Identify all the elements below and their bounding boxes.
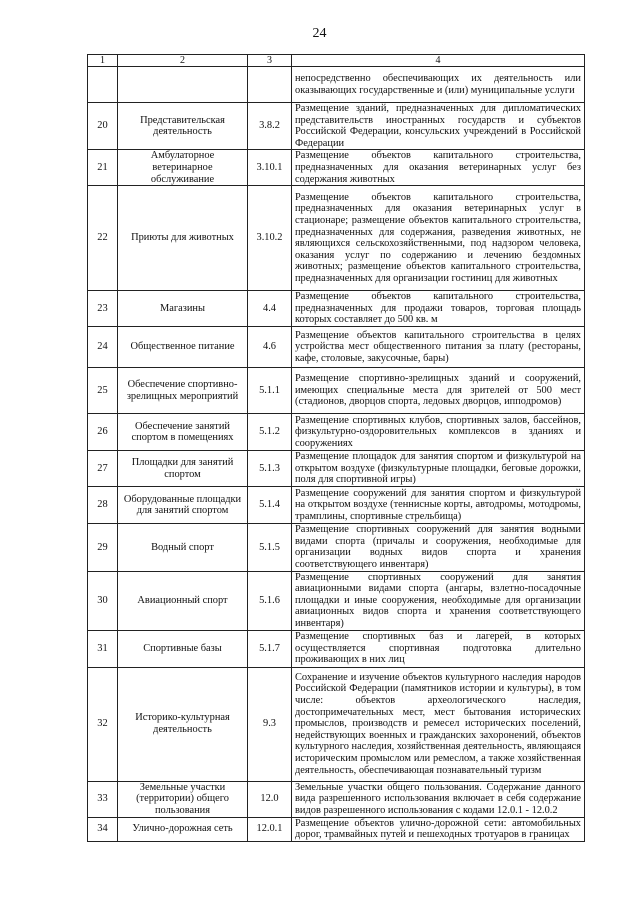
row-name: Обеспечение занятий спортом в помещениях — [118, 414, 248, 451]
row-name: Историко-культурная деятельность — [118, 667, 248, 781]
row-number: 24 — [88, 327, 118, 368]
row-code — [248, 67, 292, 103]
row-name: Обеспечение спортивно-зрелищных мероприятий — [118, 368, 248, 414]
row-code: 5.1.1 — [248, 368, 292, 414]
row-description: Размещение объектов капитального строительства в целях устройства мест общественного питания за плату (рестораны, кафе, столовые, закусочные, бары) — [292, 327, 585, 368]
row-description: Размещение спортивных сооружений для занятия авиационными видами спорта (ангары, взлетно-посадочные площадки и иные сооружения, необходимые для организации авиационных видов спорта и хранения соответствующего инвентаря) — [292, 571, 585, 630]
header-cell: 4 — [292, 55, 585, 67]
table-row — [88, 103, 585, 150]
row-code: 12.0.1 — [248, 817, 292, 841]
row-description: Размещение спортивных сооружений для занятия водными видами спорта (причалы и сооружения, необходимые для организации водных видов спорта и хранения соответствующего инвентаря) — [292, 524, 585, 571]
row-description: Размещение объектов капитального строительства, предназначенных для продажи товаров, торговая площадь которых составляет до 500 кв. м — [292, 291, 585, 327]
row-name: Магазины — [118, 291, 248, 327]
row-number: 31 — [88, 630, 118, 667]
table-row — [88, 291, 585, 327]
row-number: 26 — [88, 414, 118, 451]
row-name: Оборудованные площадки для занятий спортом — [118, 487, 248, 524]
row-name: Спортивные базы — [118, 630, 248, 667]
row-description: Размещение сооружений для занятия спортом и физкультурой на открытом воздухе (теннисные корты, автодромы, мотодромы, трамплины, спортивные стрельбища) — [292, 487, 585, 524]
row-number — [88, 67, 118, 103]
header-cell: 2 — [118, 55, 248, 67]
table-row — [88, 414, 585, 451]
row-name: Приюты для животных — [118, 186, 248, 291]
row-code: 12.0 — [248, 781, 292, 817]
table-row — [88, 817, 585, 841]
row-number: 34 — [88, 817, 118, 841]
table-row — [88, 451, 585, 487]
row-number: 27 — [88, 451, 118, 487]
row-description: Размещение площадок для занятия спортом и физкультурой на открытом воздухе (физкультурные площадки, беговые дорожки, поля для спортивной игры) — [292, 451, 585, 487]
row-code: 5.1.4 — [248, 487, 292, 524]
row-description: Размещение объектов улично-дорожной сети: автомобильных дорог, трамвайных путей и пешеходных тротуаров в границах — [292, 817, 585, 841]
row-number: 25 — [88, 368, 118, 414]
header-cell: 3 — [248, 55, 292, 67]
row-code: 3.8.2 — [248, 103, 292, 150]
table-row — [88, 524, 585, 571]
table-row — [88, 781, 585, 817]
row-description: Размещение спортивно-зрелищных зданий и сооружений, имеющих специальные места для зрителей от 500 мест (стадионов, дворцов спорта, ледовых дворцов, ипподромов) — [292, 368, 585, 414]
row-number: 28 — [88, 487, 118, 524]
table-row — [88, 327, 585, 368]
row-number: 29 — [88, 524, 118, 571]
row-name: Представительская деятельность — [118, 103, 248, 150]
header-cell: 1 — [88, 55, 118, 67]
table-row — [88, 571, 585, 630]
row-number: 20 — [88, 103, 118, 150]
row-description: Размещение объектов капитального строительства, предназначенных для оказания ветеринарных услуг в стационаре; размещение объектов капитального строительства, предназначенных для содержания, разведения животных, не являющихся сельскохозяйственными, под надзором человека, оказания услуг по содержанию и лечению бездомных животных; размещение объектов капитального строительства, предназначенных для организации гостиниц для животных — [292, 186, 585, 291]
row-code: 5.1.2 — [248, 414, 292, 451]
row-number: 21 — [88, 150, 118, 186]
table-row — [88, 630, 585, 667]
row-number: 30 — [88, 571, 118, 630]
row-name: Земельные участки (территории) общего пользования — [118, 781, 248, 817]
row-code: 4.6 — [248, 327, 292, 368]
row-code: 3.10.2 — [248, 186, 292, 291]
row-description: Размещение объектов капитального строительства, предназначенных для оказания ветеринарных услуг без содержания животных — [292, 150, 585, 186]
row-code: 9.3 — [248, 667, 292, 781]
page-number: 24 — [312, 26, 327, 41]
row-number: 33 — [88, 781, 118, 817]
table-row — [88, 186, 585, 291]
row-number: 32 — [88, 667, 118, 781]
row-name: Площадки для занятий спортом — [118, 451, 248, 487]
row-description: Размещение спортивных клубов, спортивных залов, бассейнов, физкультурно-оздоровительных комплексов в зданиях и сооружениях — [292, 414, 585, 451]
row-code: 3.10.1 — [248, 150, 292, 186]
row-name: Общественное питание — [118, 327, 248, 368]
row-description: Сохранение и изучение объектов культурного наследия народов Российской Федерации (памятников истории и культуры), в том числе: объектов археологического наследия, достопримечательных мест, мест бытования исторических промыслов, производств и ремесел исторических поселений, недействующих военных и гражданских захоронений, объектов культурного наследия, хозяйственная деятельность, являющаяся историческим промыслом или ремеслом, а также хозяйственная деятельность, обеспечивающая познавательный туризм — [292, 667, 585, 781]
row-code: 5.1.7 — [248, 630, 292, 667]
row-name: Амбулаторное ветеринарное обслуживание — [118, 150, 248, 186]
table-row — [88, 150, 585, 186]
table-row — [88, 368, 585, 414]
row-code: 5.1.5 — [248, 524, 292, 571]
table-header-row — [88, 55, 585, 67]
row-code: 5.1.6 — [248, 571, 292, 630]
row-number: 22 — [88, 186, 118, 291]
row-name — [118, 67, 248, 103]
row-description: непосредственно обеспечивающих их деятельность или оказывающих государственные и (или) муниципальные услуги — [292, 67, 585, 103]
row-description: Земельные участки общего пользования. Содержание данного вида разрешенного использования включает в себя содержание видов разрешенного использования с кодами 12.0.1 - 12.0.2 — [292, 781, 585, 817]
row-number: 23 — [88, 291, 118, 327]
row-name: Авиационный спорт — [118, 571, 248, 630]
row-code: 5.1.3 — [248, 451, 292, 487]
table-row — [88, 487, 585, 524]
row-description: Размещение зданий, предназначенных для дипломатических представительств иностранных государств и субъектов Российской Федерации, консульских учреждений в Российской Федерации — [292, 103, 585, 150]
table-row — [88, 67, 585, 103]
row-code: 4.4 — [248, 291, 292, 327]
row-name: Улично-дорожная сеть — [118, 817, 248, 841]
land-use-table — [87, 54, 585, 842]
row-description: Размещение спортивных баз и лагерей, в которых осуществляется спортивная подготовка длительно проживающих в них лиц — [292, 630, 585, 667]
row-name: Водный спорт — [118, 524, 248, 571]
table-row — [88, 667, 585, 781]
